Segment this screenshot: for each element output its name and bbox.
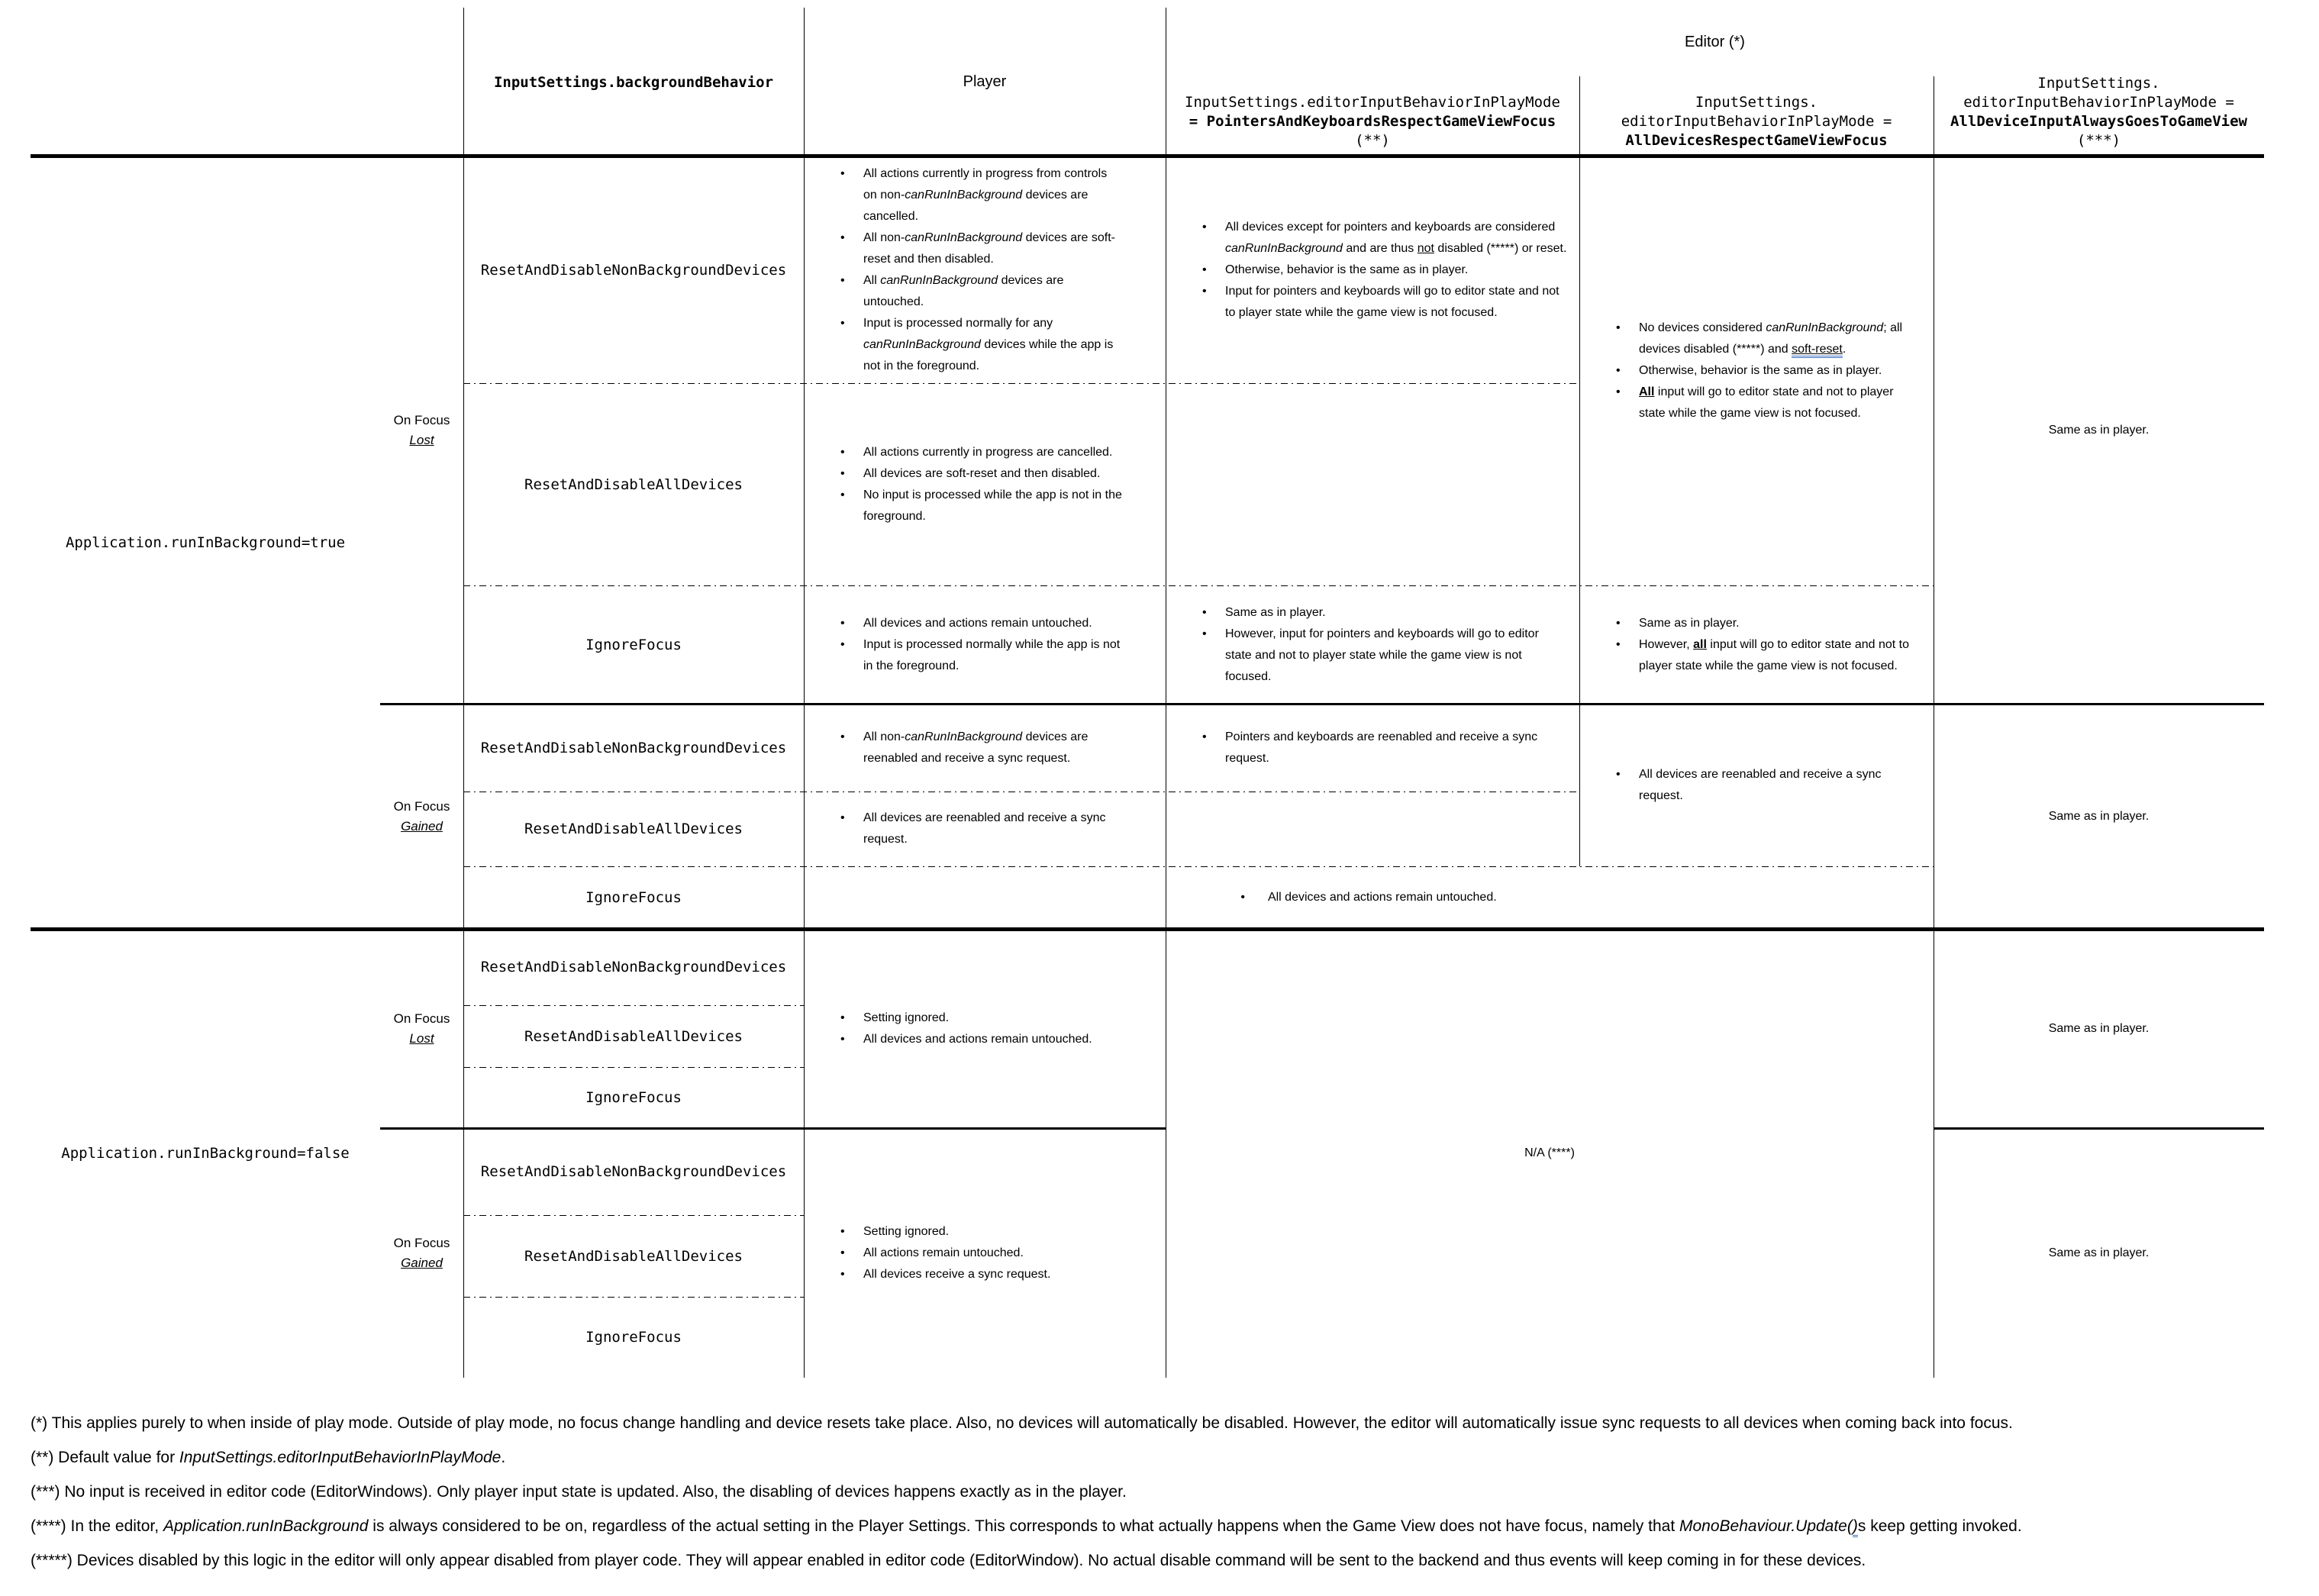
text-line xyxy=(1189,112,1556,131)
text-line xyxy=(1355,131,1390,150)
bullet-item xyxy=(837,1264,1123,1285)
text-line xyxy=(2077,131,2121,150)
header-editor-allinput xyxy=(1934,76,2264,156)
bullet-item xyxy=(837,442,1123,463)
text-segment: s keep getting invoked. xyxy=(1857,1517,2022,1535)
text-segment: input will go to editor state and not to player state while the game view is not focused. xyxy=(1639,637,1909,672)
bullet-list xyxy=(837,808,1123,850)
text-segment: is always considered to be on, regardless of the actual setting in the Player Settings. This corresponds to what actually happens when the Game View does not have focus, namely that xyxy=(368,1517,1679,1535)
focus-lost-label-false xyxy=(380,929,463,1128)
same-as-player-cell: Same as in player. xyxy=(2048,809,2150,823)
behavior-cell: IgnoreFocus xyxy=(585,1089,682,1106)
bullet-item xyxy=(837,727,1123,769)
text-segment: Setting ignored. xyxy=(863,1011,950,1024)
grid-vline xyxy=(804,8,805,1378)
text-segment: canRunInBackground xyxy=(863,337,981,351)
text-line xyxy=(31,1413,2282,1433)
bullet-item xyxy=(837,163,1123,227)
text-segment: devices are cancelled. xyxy=(863,188,1089,223)
grid-hline-thick xyxy=(31,927,2264,931)
grid-hline-medium xyxy=(1934,1127,2264,1130)
text-segment: All non- xyxy=(863,231,905,244)
editor-alldev-lost-merged-cell xyxy=(1579,156,1934,585)
bullet-item xyxy=(837,1221,1123,1243)
editor-alldev-lost-ignore-cell xyxy=(1579,585,1934,704)
text-segment: All devices are reenabled and receive a sync request. xyxy=(1639,767,1882,802)
bullet-item xyxy=(1613,634,1914,677)
grid-dashline xyxy=(463,866,1934,867)
text-segment: However, xyxy=(1639,637,1694,651)
bullet-item xyxy=(837,485,1123,527)
text-segment: (**) Default value for xyxy=(31,1449,179,1466)
text-segment: Same as in player. xyxy=(1225,605,1326,619)
bullet-item xyxy=(837,613,1123,634)
rowgroup-runinbackground-false: Application.runInBackground=false xyxy=(61,1145,350,1162)
bullet-item xyxy=(837,313,1123,377)
header-editor-pointers xyxy=(1166,76,1579,156)
text-segment: canRunInBackground xyxy=(905,188,1023,202)
text-segment: (***) No input is received in editor code (EditorWindows). Only player input state is updated. Also, the disabling of devices happens exactly as in the player. xyxy=(31,1483,1127,1501)
text-segment: Gained xyxy=(401,818,443,833)
same-as-player-cell: Same as in player. xyxy=(2048,423,2150,437)
text-segment: Lost xyxy=(409,432,434,447)
text-segment: On Focus xyxy=(393,1235,450,1250)
bullet-list xyxy=(837,1221,1123,1285)
grid-vline xyxy=(463,8,464,1378)
bullet-item xyxy=(837,1008,1123,1029)
text-segment: All devices and actions remain untouched. xyxy=(863,616,1092,630)
text-segment: Input is processed normally while the app is not in the foreground. xyxy=(863,637,1121,672)
bullet-list xyxy=(1613,318,1914,424)
text-line xyxy=(401,817,443,837)
same-as-player-cell: Same as in player. xyxy=(2048,1021,2150,1035)
text-segment: . xyxy=(501,1449,506,1466)
text-segment: On Focus xyxy=(393,412,450,427)
text-segment: (****) In the editor, xyxy=(31,1517,163,1535)
text-segment: InputSettings.editorInputBehaviorInPlayMode xyxy=(1185,94,1560,111)
focus-lost-label-true xyxy=(380,156,463,704)
bullet-list xyxy=(1613,613,1914,677)
text-segment: All xyxy=(863,273,881,287)
same-as-player-cell: Same as in player. xyxy=(2048,1246,2150,1259)
text-line xyxy=(409,1029,434,1049)
text-segment: No input is processed while the app is not in the foreground. xyxy=(863,488,1122,523)
text-segment: all xyxy=(1693,637,1707,651)
text-segment: canRunInBackground xyxy=(905,231,1023,244)
text-segment: AllDevicesRespectGameViewFocus xyxy=(1625,132,1888,149)
bullet-item xyxy=(1613,382,1914,424)
bullet-list xyxy=(837,727,1123,769)
text-segment: = PointersAndKeyboardsRespectGameViewFocus xyxy=(1189,113,1556,130)
editor-pointers-gained-resetnonbg-cell xyxy=(1166,704,1579,792)
text-segment: All actions currently in progress are cancelled. xyxy=(863,445,1113,459)
behavior-cell: ResetAndDisableAllDevices xyxy=(524,1027,743,1045)
text-line xyxy=(401,1253,443,1273)
text-segment: All devices and actions remain untouched. xyxy=(863,1032,1092,1046)
text-segment: ) xyxy=(1853,1517,1858,1537)
text-line xyxy=(394,1009,450,1029)
text-segment: devices are untouched. xyxy=(863,273,1064,308)
text-segment: Otherwise, behavior is the same as in player. xyxy=(1225,263,1469,276)
text-segment: soft-reset xyxy=(1792,343,1843,358)
behavior-cell: IgnoreFocus xyxy=(585,1329,682,1346)
text-line xyxy=(1185,93,1560,112)
text-segment: (*****) Devices disabled by this logic in the editor will only appear disabled from player code. They will appear enabled in editor code (EditorWindow). No actual disable command will be sent to the backend and thus events will keep coming in for these devices. xyxy=(31,1552,1866,1569)
bullet-item xyxy=(837,634,1123,677)
player-lost-ignore-cell xyxy=(804,585,1166,704)
header-background-behavior: InputSettings.backgroundBehavior xyxy=(493,73,774,91)
grid-hline-medium xyxy=(380,1127,1166,1130)
text-segment: editorInputBehaviorInPlayMode = xyxy=(1963,94,2234,111)
bullet-item xyxy=(1613,318,1914,360)
text-segment: All actions currently in progress from controls on non- xyxy=(863,166,1108,202)
bullet-item xyxy=(837,1029,1123,1050)
header-editor-group: Editor (*) xyxy=(1685,33,1745,50)
bullet-item xyxy=(837,463,1123,485)
player-gained-resetall-cell xyxy=(804,792,1166,866)
text-segment: MonoBehaviour.Update( xyxy=(1679,1517,1853,1535)
text-segment: and are thus xyxy=(1342,241,1418,255)
behavior-cell: ResetAndDisableNonBackgroundDevices xyxy=(480,1163,787,1180)
behavior-cell: ResetAndDisableAllDevices xyxy=(524,476,743,493)
grid-dashline xyxy=(463,585,1934,586)
text-line xyxy=(31,1482,2282,1502)
bullet-item xyxy=(1199,602,1569,624)
text-segment: All devices are soft-reset and then disabled. xyxy=(863,466,1101,480)
text-segment: devices are soft-reset and then disabled. xyxy=(863,231,1115,266)
text-segment: All actions remain untouched. xyxy=(863,1246,1024,1259)
bullet-item xyxy=(1199,624,1569,688)
footnotes xyxy=(31,1413,2282,1585)
bullet-item xyxy=(1199,727,1569,769)
text-segment: (**) xyxy=(1355,132,1390,149)
behavior-cell: IgnoreFocus xyxy=(585,636,682,653)
na-merged-cell: N/A (****) xyxy=(1524,1146,1575,1159)
text-segment: canRunInBackground xyxy=(1766,321,1884,334)
focus-gained-label-true xyxy=(380,704,463,929)
text-segment: Same as in player. xyxy=(1639,616,1740,630)
text-line xyxy=(1621,112,1892,131)
text-line xyxy=(1695,93,1817,112)
behavior-cell: ResetAndDisableNonBackgroundDevices xyxy=(480,739,787,756)
text-segment: AllDeviceInputAlwaysGoesToGameView xyxy=(1950,113,2247,130)
text-segment: not xyxy=(1417,241,1434,255)
text-segment: All non- xyxy=(863,730,905,743)
text-line xyxy=(1625,131,1887,150)
text-segment: (***) xyxy=(2076,132,2121,149)
bullet-list xyxy=(1199,727,1569,769)
text-segment: Input for pointers and keyboards will go to editor state and not to player state while the game view is not focused. xyxy=(1225,284,1559,319)
text-segment: Pointers and keyboards are reenabled and receive a sync request. xyxy=(1225,730,1538,765)
text-segment: canRunInBackground xyxy=(905,730,1023,743)
bullet-item xyxy=(1199,281,1569,324)
text-segment: . xyxy=(1842,343,1846,356)
bullet-item xyxy=(1199,217,1569,260)
bullet-item xyxy=(1613,613,1914,634)
text-segment: However, input for pointers and keyboards will go to editor state and not to player state while the game view is not focused. xyxy=(1225,627,1539,683)
bullet-icon: • xyxy=(1240,891,1245,904)
editor-alldev-gained-merged-cell xyxy=(1579,704,1934,866)
text-line xyxy=(1963,93,2234,112)
text-segment: devices are reenabled and receive a sync request. xyxy=(863,730,1089,765)
header-player: Player xyxy=(963,73,1007,90)
grid-hline-medium xyxy=(380,703,2264,705)
bullet-list xyxy=(1199,602,1569,688)
text-segment: All devices receive a sync request. xyxy=(863,1267,1051,1281)
text-segment: canRunInBackground xyxy=(880,273,998,287)
grid-dashline xyxy=(463,383,1579,384)
text-line xyxy=(1950,112,2247,131)
grid-dashline xyxy=(463,1215,804,1216)
text-line xyxy=(394,1233,450,1253)
text-line xyxy=(31,1550,2282,1571)
text-segment: editorInputBehaviorInPlayMode = xyxy=(1621,113,1892,130)
bullet-item xyxy=(1613,764,1914,807)
behavior-cell: ResetAndDisableNonBackgroundDevices xyxy=(480,959,787,975)
text-segment: InputSettings.editorInputBehaviorInPlayMode xyxy=(179,1449,502,1466)
grid-hline-thick xyxy=(31,154,2264,158)
behavior-cell: IgnoreFocus xyxy=(585,889,682,906)
behavior-cell: ResetAndDisableNonBackgroundDevices xyxy=(480,261,787,279)
bullet-item xyxy=(837,227,1123,270)
bullet-item xyxy=(837,1243,1123,1264)
text-segment: No devices considered xyxy=(1639,321,1766,334)
focus-gained-label-false xyxy=(380,1128,463,1378)
text-segment: InputSettings. xyxy=(2037,75,2160,92)
grid-dashline xyxy=(463,1005,804,1006)
text-segment: Gained xyxy=(401,1255,443,1270)
text-segment: Input is processed normally for any xyxy=(863,316,1053,330)
grid-vline xyxy=(1579,76,1580,866)
editor-pointers-lost-resetnonbg-cell xyxy=(1166,156,1579,383)
grid-dashline xyxy=(463,1297,804,1298)
player-gained-resetnonbg-cell xyxy=(804,704,1166,792)
grid-dashline xyxy=(463,1067,804,1068)
bullet-list xyxy=(837,442,1123,527)
text-segment: On Focus xyxy=(393,1011,450,1026)
bullet-list xyxy=(837,1008,1123,1050)
text-segment: All devices except for pointers and keyboards are considered xyxy=(1225,220,1556,234)
gained-ignore-merged-cell xyxy=(804,866,1934,929)
merged-cell-text: All devices and actions remain untouched. xyxy=(1267,891,1497,904)
bullet-item xyxy=(1199,260,1569,281)
text-segment: disabled (*****) or reset. xyxy=(1434,241,1567,255)
bullet-list xyxy=(1613,764,1914,807)
bullet-item xyxy=(1613,360,1914,382)
text-segment: input will go to editor state and not to player state while the game view is not focused. xyxy=(1639,385,1894,420)
player-lost-resetnonbg-cell xyxy=(804,156,1166,383)
text-segment: ; all devices disabled (*****) and xyxy=(1639,321,1903,356)
player-lost-resetall-cell xyxy=(804,383,1166,585)
text-line xyxy=(394,797,450,817)
text-segment: On Focus xyxy=(393,798,450,814)
behavior-cell: ResetAndDisableAllDevices xyxy=(524,821,743,837)
text-segment: Setting ignored. xyxy=(863,1224,950,1238)
bullet-list xyxy=(837,163,1123,377)
text-line xyxy=(394,411,450,430)
rowgroup-runinbackground-true: Application.runInBackground=true xyxy=(65,534,346,551)
player-false-lost-cell xyxy=(804,929,1166,1128)
bullet-list xyxy=(1199,217,1569,324)
text-segment: devices while the app is not in the foreground. xyxy=(863,337,1114,372)
text-segment: canRunInBackground xyxy=(1225,241,1343,255)
bullet-item xyxy=(837,270,1123,313)
bullet-list xyxy=(837,613,1123,677)
text-segment: Application.runInBackground xyxy=(163,1517,369,1535)
text-segment: Otherwise, behavior is the same as in player. xyxy=(1639,364,1882,377)
text-segment: Lost xyxy=(409,1030,434,1046)
text-line xyxy=(409,430,434,450)
text-segment: (*) This applies purely to when inside of play mode. Outside of play mode, no focus change handling and device resets take place. Also, no devices will automatically be disabled. However, the editor will automatically issue sync requests to all devices when coming back into focus. xyxy=(31,1414,2013,1432)
text-line xyxy=(31,1447,2282,1468)
text-segment: All xyxy=(1639,385,1655,398)
text-segment: All devices are reenabled and receive a sync request. xyxy=(863,811,1106,846)
text-line xyxy=(2037,74,2159,93)
behavior-cell: ResetAndDisableAllDevices xyxy=(524,1247,743,1265)
bullet-item xyxy=(837,808,1123,850)
player-false-gained-cell xyxy=(804,1128,1166,1378)
header-editor-alldevices xyxy=(1579,76,1934,156)
text-line xyxy=(31,1516,2282,1536)
text-segment: InputSettings. xyxy=(1695,94,1818,111)
editor-pointers-lost-ignore-cell xyxy=(1166,585,1579,704)
